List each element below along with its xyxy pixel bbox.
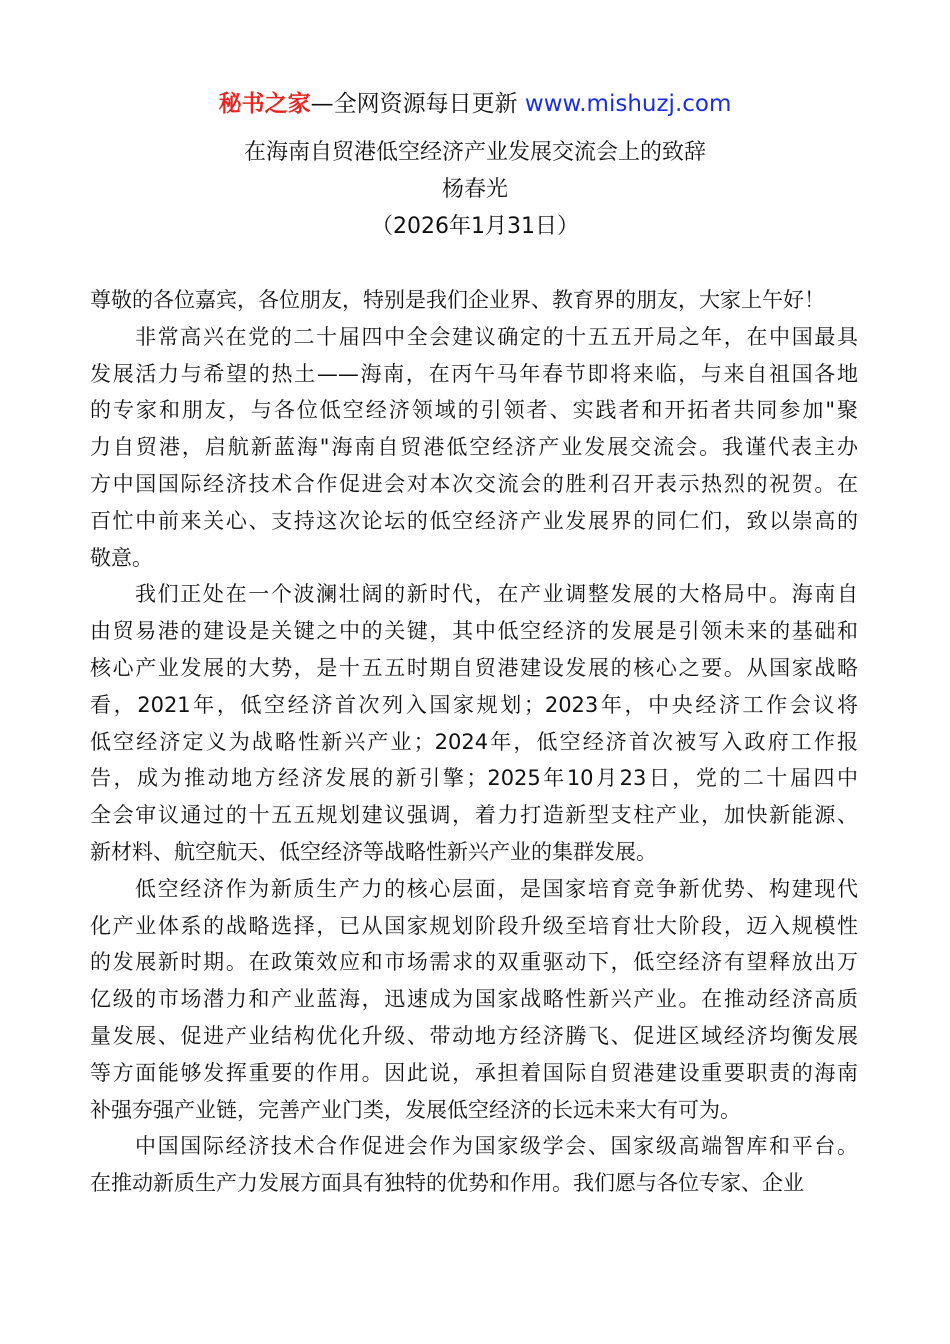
paragraph-line: 低空经济定义为战略性新兴产业；2024年，低空经济首次被写入政府工作报 [90, 729, 858, 754]
paragraph-line: 由贸易港的建设是关键之中的关键，其中低空经济的发展是引领未来的基础和 [90, 619, 858, 644]
paragraph-line: 核心产业发展的大势，是十五五时期自贸港建设发展的核心之要。从国家战略 [90, 655, 858, 680]
paragraph-line: 补强夯强产业链，完善产业门类，发展低空经济的长远未来大有可为。 [90, 1097, 741, 1122]
paragraph-line: 量发展、促进产业结构优化升级、带动地方经济腾飞、促进区域经济均衡发展 [90, 1023, 858, 1048]
date: （2026年1月31日） [371, 214, 579, 239]
paragraph-line: 力自贸港，启航新蓝海"海南自贸港低空经济产业发展交流会。我谨代表主办 [90, 435, 858, 460]
paragraph-line: 的发展新时期。在政策效应和市场需求的双重驱动下，低空经济有望释放出万 [90, 950, 858, 975]
paragraph-line: 新材料、航空航天、低空经济等战略性新兴产业的集群发展。 [90, 839, 657, 864]
paragraph-line: 尊敬的各位嘉宾，各位朋友，特别是我们企业界、教育界的朋友，大家上午好！ [90, 288, 825, 312]
paragraph-line: 中国国际经济技术合作促进会作为国家级学会、国家级高端智库和平台。 [135, 1134, 858, 1159]
paragraph-line: 敬意。 [90, 545, 153, 570]
paragraph-line: 百忙中前来关心、支持这次论坛的低空经济产业发展界的同仁们，致以崇高的 [90, 508, 858, 533]
paragraph-line: 发展活力与希望的热土——海南，在丙午马年春节即将来临，与来自祖国各地 [90, 361, 858, 386]
paragraph-line: 告，成为推动地方经济发展的新引擎；2025年10月23日，党的二十届四中 [90, 766, 858, 791]
brand-name: 秘书之家 [218, 91, 311, 117]
paragraph-line: 方中国国际经济技术合作促进会对本次交流会的胜利召开表示热烈的祝贺。在 [90, 471, 858, 496]
paragraph-line: 等方面能够发挥重要的作用。因此说，承担着国际自贸港建设重要职责的海南 [90, 1060, 858, 1085]
paragraph-line: 低空经济作为新质生产力的核心层面，是国家培育竞争新优势、构建现代 [135, 876, 858, 901]
document-body [90, 282, 858, 1202]
site-url[interactable]: www.mishuzj.com [524, 91, 732, 117]
author: 杨春光 [441, 177, 508, 202]
paragraph-line: 非常高兴在党的二十届四中全会建议确定的十五五开局之年，在中国最具 [135, 324, 858, 349]
paragraph-line: 我们正处在一个波澜壮阔的新时代，在产业调整发展的大格局中。海南自 [135, 582, 858, 607]
paragraph-line: 全会审议通过的十五五规划建议强调，着力打造新型支柱产业，加快新能源、 [90, 803, 858, 828]
paragraph-line: 的专家和朋友，与各位低空经济领域的引领者、实践者和开拓者共同参加"聚 [90, 398, 858, 423]
paragraph-line: 看，2021年，低空经济首次列入国家规划；2023年，中央经济工作会议将 [90, 692, 858, 717]
paragraph-line: 亿级的市场潜力和产业蓝海，迅速成为国家战略性新兴产业。在推动经济高质 [90, 987, 858, 1012]
paragraph-line: 化产业体系的战略选择，已从国家规划阶段升级至培育壮大阶段，迈入规模性 [90, 913, 858, 938]
tagline: —全网资源每日更新 [310, 91, 525, 117]
paragraph-line: 在推动新质生产力发展方面具有独特的优势和作用。我们愿与各位专家、企业 [90, 1171, 804, 1196]
site-banner [0, 88, 950, 120]
document-title: 在海南自贸港低空经济产业发展交流会上的致辞 [243, 140, 706, 165]
